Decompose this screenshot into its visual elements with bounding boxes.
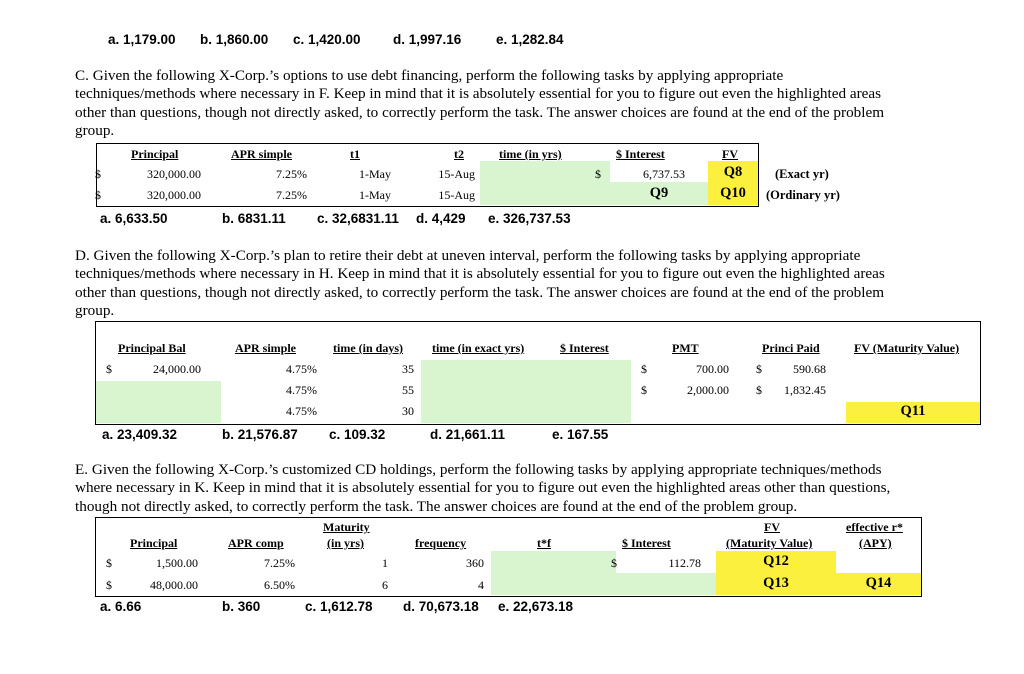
d-row2-apr: 4.75% — [286, 383, 317, 397]
e-row1-frequency: 360 — [466, 556, 484, 570]
tf-highlight-cell — [491, 551, 616, 595]
d-row1-princi: 590.68 — [793, 362, 826, 376]
d-row3-fv-question: Q11 — [900, 403, 926, 419]
d-row2-pmt-dollar: $ — [641, 383, 647, 397]
header-apr-comp: APR comp — [228, 536, 284, 550]
section-d-paragraph — [75, 247, 885, 320]
note-ordinary-year: (Ordinary yr) — [766, 188, 840, 202]
header-time: time (in yrs) — [499, 147, 562, 161]
d-row2-pmt: 2,000.00 — [687, 383, 729, 397]
e-row1-interest-dollar: $ — [611, 556, 617, 570]
header-t1: t1 — [350, 147, 360, 161]
row2-interest-question: Q9 — [649, 185, 669, 201]
c-answer-a: a. 6,633.50 — [100, 211, 168, 226]
e-row2-apy-question: Q14 — [865, 575, 892, 591]
e-answer-c: c. 1,612.78 — [305, 599, 373, 614]
section-c-line-2: techniques/methods where necessary in F. Keep in mind that it is absolutely essential for you to figure out even the highlighted areas — [75, 85, 882, 103]
top-answer-c: c. 1,420.00 — [293, 32, 361, 47]
row1-interest: 6,737.53 — [643, 167, 685, 181]
c-answer-b: b. 6831.11 — [222, 211, 286, 226]
section-e-line-1: E. Given the following X-Corp.’s customized CD holdings, perform the following tasks by applying appropriate techniques/methods — [75, 461, 882, 478]
row1-principal: 320,000.00 — [147, 167, 201, 181]
note-exact-year: (Exact yr) — [775, 167, 829, 181]
header-interest: $ Interest — [622, 536, 671, 550]
e-row1-dollar: $ — [106, 556, 112, 570]
header-effective-line1: effective r* — [846, 520, 903, 534]
header-tf: t*f — [537, 536, 551, 550]
header-fv-maturity: FV (Maturity Value) — [854, 341, 960, 355]
e-row2-maturity: 6 — [382, 578, 388, 592]
row1-fv-question: Q8 — [723, 164, 743, 180]
header-days: time (in days) — [333, 341, 403, 355]
e-answer-e: e. 22,673.18 — [498, 599, 574, 614]
header-maturity-line1: Maturity — [323, 520, 370, 534]
d-row1-pmt-dollar: $ — [641, 362, 647, 376]
e-row1-interest: 112.78 — [668, 556, 701, 570]
header-apr: APR simple — [231, 147, 292, 161]
section-d-line-3: other than questions, though not directly asked, to correctly perform the task. The answer choices are found at the end of the problem — [75, 283, 885, 301]
d-row1-days: 35 — [402, 362, 414, 376]
e-row2-principal: 48,000.00 — [150, 578, 198, 592]
row2-t1: 1-May — [359, 188, 391, 202]
e-row1-principal: 1,500.00 — [156, 556, 198, 570]
row1-t2: 15-Aug — [438, 167, 475, 181]
header-fv: FV — [722, 147, 738, 161]
row2-t2: 15-Aug — [438, 188, 475, 202]
d-row2-days: 55 — [402, 383, 414, 397]
d-row2-pp-dollar: $ — [756, 383, 762, 397]
section-e-line-3: though not directly asked, to correctly perform the task. The answer choices are found at the end of the problem group. — [75, 497, 798, 515]
row2-dollar: $ — [95, 188, 101, 202]
row2-apr: 7.25% — [276, 188, 307, 202]
header-fv-line2: (Maturity Value) — [726, 536, 813, 550]
e-answer-b: b. 360 — [222, 599, 261, 614]
d-answer-e: e. 167.55 — [552, 427, 609, 442]
d-row3-apr: 4.75% — [286, 404, 317, 418]
d-answer-d: d. 21,661.11 — [430, 427, 506, 442]
time-highlight-cell — [480, 161, 610, 205]
row1-t1: 1-May — [359, 167, 391, 181]
row2-fv-question: Q10 — [720, 185, 746, 201]
section-c-paragraph — [75, 67, 884, 140]
header-apr: APR simple — [235, 341, 296, 355]
e-row2-apr: 6.50% — [264, 578, 295, 592]
d-row1-pp-dollar: $ — [756, 362, 762, 376]
section-c-line-3: other than questions, though not directly asked, to correctly perform the task. The answer choices are found at the end of the problem — [75, 103, 885, 121]
e-row1-apr: 7.25% — [264, 556, 295, 570]
header-princi-paid: Princi Paid — [762, 341, 820, 355]
header-pmt: PMT — [672, 341, 699, 355]
d-answer-a: a. 23,409.32 — [102, 427, 178, 442]
row1-interest-dollar: $ — [595, 167, 601, 181]
e-row1-maturity: 1 — [382, 556, 388, 570]
header-t2: t2 — [454, 147, 464, 161]
section-c-table — [96, 143, 759, 207]
section-c-line-1: C. Given the following X-Corp.’s options to use debt financing, perform the following tasks by applying appropriate — [75, 67, 784, 84]
header-apy: (APY) — [859, 536, 892, 550]
row2-principal: 320,000.00 — [147, 188, 201, 202]
header-interest: $ Interest — [616, 147, 665, 161]
c-answer-c: c. 32,6831.11 — [317, 211, 399, 226]
section-c-line-4: group. — [75, 121, 115, 139]
header-principal-bal: Principal Bal — [118, 341, 186, 355]
section-e-table — [95, 517, 922, 597]
section-d-table — [95, 321, 981, 425]
section-d-line-2: techniques/methods where necessary in H. Keep in mind that it is absolutely essential for you to figure out even the highlighted areas — [75, 265, 885, 283]
e-row2-fv-question: Q13 — [763, 575, 789, 591]
e-row2-dollar: $ — [106, 578, 112, 592]
c-answer-e: e. 326,737.53 — [488, 211, 571, 226]
d-row3-days: 30 — [402, 404, 414, 418]
top-answer-b: b. 1,860.00 — [200, 32, 269, 47]
header-frequency: frequency — [415, 536, 467, 550]
e-answer-a: a. 6.66 — [100, 599, 142, 614]
e-answer-d: d. 70,673.18 — [403, 599, 479, 614]
section-e-line-2: where necessary in K. Keep in mind that it is absolutely essential for you to figure out even the highlighted areas other than questions, — [75, 479, 891, 497]
top-answer-a: a. 1,179.00 — [108, 32, 176, 47]
top-answer-e: e. 1,282.84 — [496, 32, 564, 47]
c-answer-d: d. 4,429 — [416, 211, 466, 226]
row1-apr: 7.25% — [276, 167, 307, 181]
section-d-line-4: group. — [75, 301, 115, 319]
section-d-line-1: D. Given the following X-Corp.’s plan to retire their debt at uneven interval, perform the following tasks by applying appropriate — [75, 247, 861, 264]
header-maturity-line2: (in yrs) — [327, 536, 364, 550]
time-interest-highlight-cell — [421, 360, 631, 423]
d-row2-princi: 1,832.45 — [784, 383, 826, 397]
header-principal: Principal — [131, 147, 179, 161]
d-answer-c: c. 109.32 — [329, 427, 386, 442]
section-e-paragraph — [75, 461, 890, 516]
header-principal: Principal — [130, 536, 178, 550]
d-row1-dollar: $ — [106, 362, 112, 376]
e-row2-frequency: 4 — [478, 578, 484, 592]
header-interest: $ Interest — [560, 341, 609, 355]
e-row1-fv-question: Q12 — [763, 553, 789, 569]
row1-dollar: $ — [95, 167, 101, 181]
d-row1-pmt: 700.00 — [696, 362, 729, 376]
d-answer-b: b. 21,576.87 — [222, 427, 298, 442]
principal-highlight-cell — [96, 381, 221, 423]
header-exact-yrs: time (in exact yrs) — [432, 341, 525, 355]
interest-highlight-cell — [616, 573, 716, 595]
header-fv-line1: FV — [764, 520, 780, 534]
d-row1-principal: 24,000.00 — [153, 362, 201, 376]
d-row1-apr: 4.75% — [286, 362, 317, 376]
top-answer-d: d. 1,997.16 — [393, 32, 462, 47]
